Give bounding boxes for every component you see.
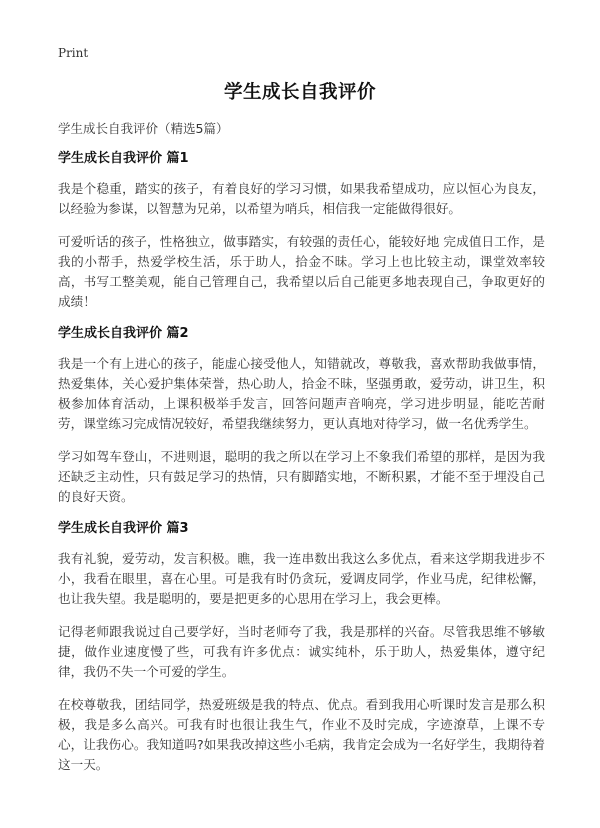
paragraph: 我是一个有上进心的孩子，能虚心接受他人，知错就改，尊敬我，喜欢帮助我做事情，热爱集体，关心爱护集体荣誉，热心助人，拾金不昧，坚强勇敢，爱劳动，讲卫生，积极参加体育活动，上课积极举手发言，回答问题声音响亮，学习进步明显，能吃苦耐劳，课堂练习完成情况较好，希望我继续努力，更认真地对待学习，做一名优秀学生。: [58, 356, 545, 431]
document-subtitle: 学生成长自我评价（精选5篇）: [58, 121, 229, 136]
section-heading: 学生成长自我评价 篇3: [58, 521, 189, 536]
paragraph: 学习如驾车登山，不进则退，聪明的我之所以在学习上不象我们希望的那样，是因为我还缺乏主动性，只有鼓足学习的热情，只有脚踏实地，不断积累，才能不至于埋没自己的良好天资。: [58, 449, 545, 504]
paragraph: 记得老师跟我说过自己要学好，当时老师夸了我，我是那样的兴奋。尽管我思维不够敏捷，做作业速度慢了些，可我有许多优点：诚实纯朴，乐于助人，热爱集体，遵守纪律，我仍不失一个可爱的学生。: [58, 624, 545, 679]
paragraph: 在校尊敬我，团结同学，热爱班级是我的特点、优点。看到我用心听课时发言是那么积极，我是多么高兴。可我有时也很让我生气，作业不及时完成，字迹潦草，上课不专心，让我伤心。我知道吗?如果我改掉这些小毛病，我肯定会成为一名好学生，我期待着这一天。: [58, 697, 545, 772]
section-heading: 学生成长自我评价 篇2: [58, 326, 189, 341]
section-2: [58, 325, 545, 507]
section-1: [58, 150, 545, 312]
paragraph: 我是个稳重，踏实的孩子，有着良好的学习习惯，如果我希望成功，应以恒心为良友，以经验为参谋，以智慧为兄弟，以希望为哨兵，相信我一定能做得很好。: [58, 181, 545, 216]
document-body: [58, 150, 545, 788]
print-label[interactable]: Print: [58, 46, 89, 60]
section-heading: 学生成长自我评价 篇1: [58, 151, 189, 166]
paragraph: 我有礼貌，爱劳动，发言积极。瞧，我一连串数出我这么多优点，看来这学期我进步不小，我看在眼里，喜在心里。可是我有时仍贪玩，爱调皮同学，作业马虎，纪律松懈，也让我失望。我是聪明的，要是把更多的心思用在学习上，我会更棒。: [58, 551, 545, 606]
paragraph: 可爱听话的孩子，性格独立，做事踏实，有较强的责任心，能较好地 完成值日工作，是我的小帮手，热爱学校生活，乐于助人，拾金不昧。学习上也比较主动，课堂效率较高，书写工整美观，能自己管理自己，我希望以后自己能更多地表现自己，争取更好的成绩！: [58, 234, 545, 309]
page-title: 学生成长自我评价: [223, 82, 376, 103]
section-3: [58, 520, 545, 775]
